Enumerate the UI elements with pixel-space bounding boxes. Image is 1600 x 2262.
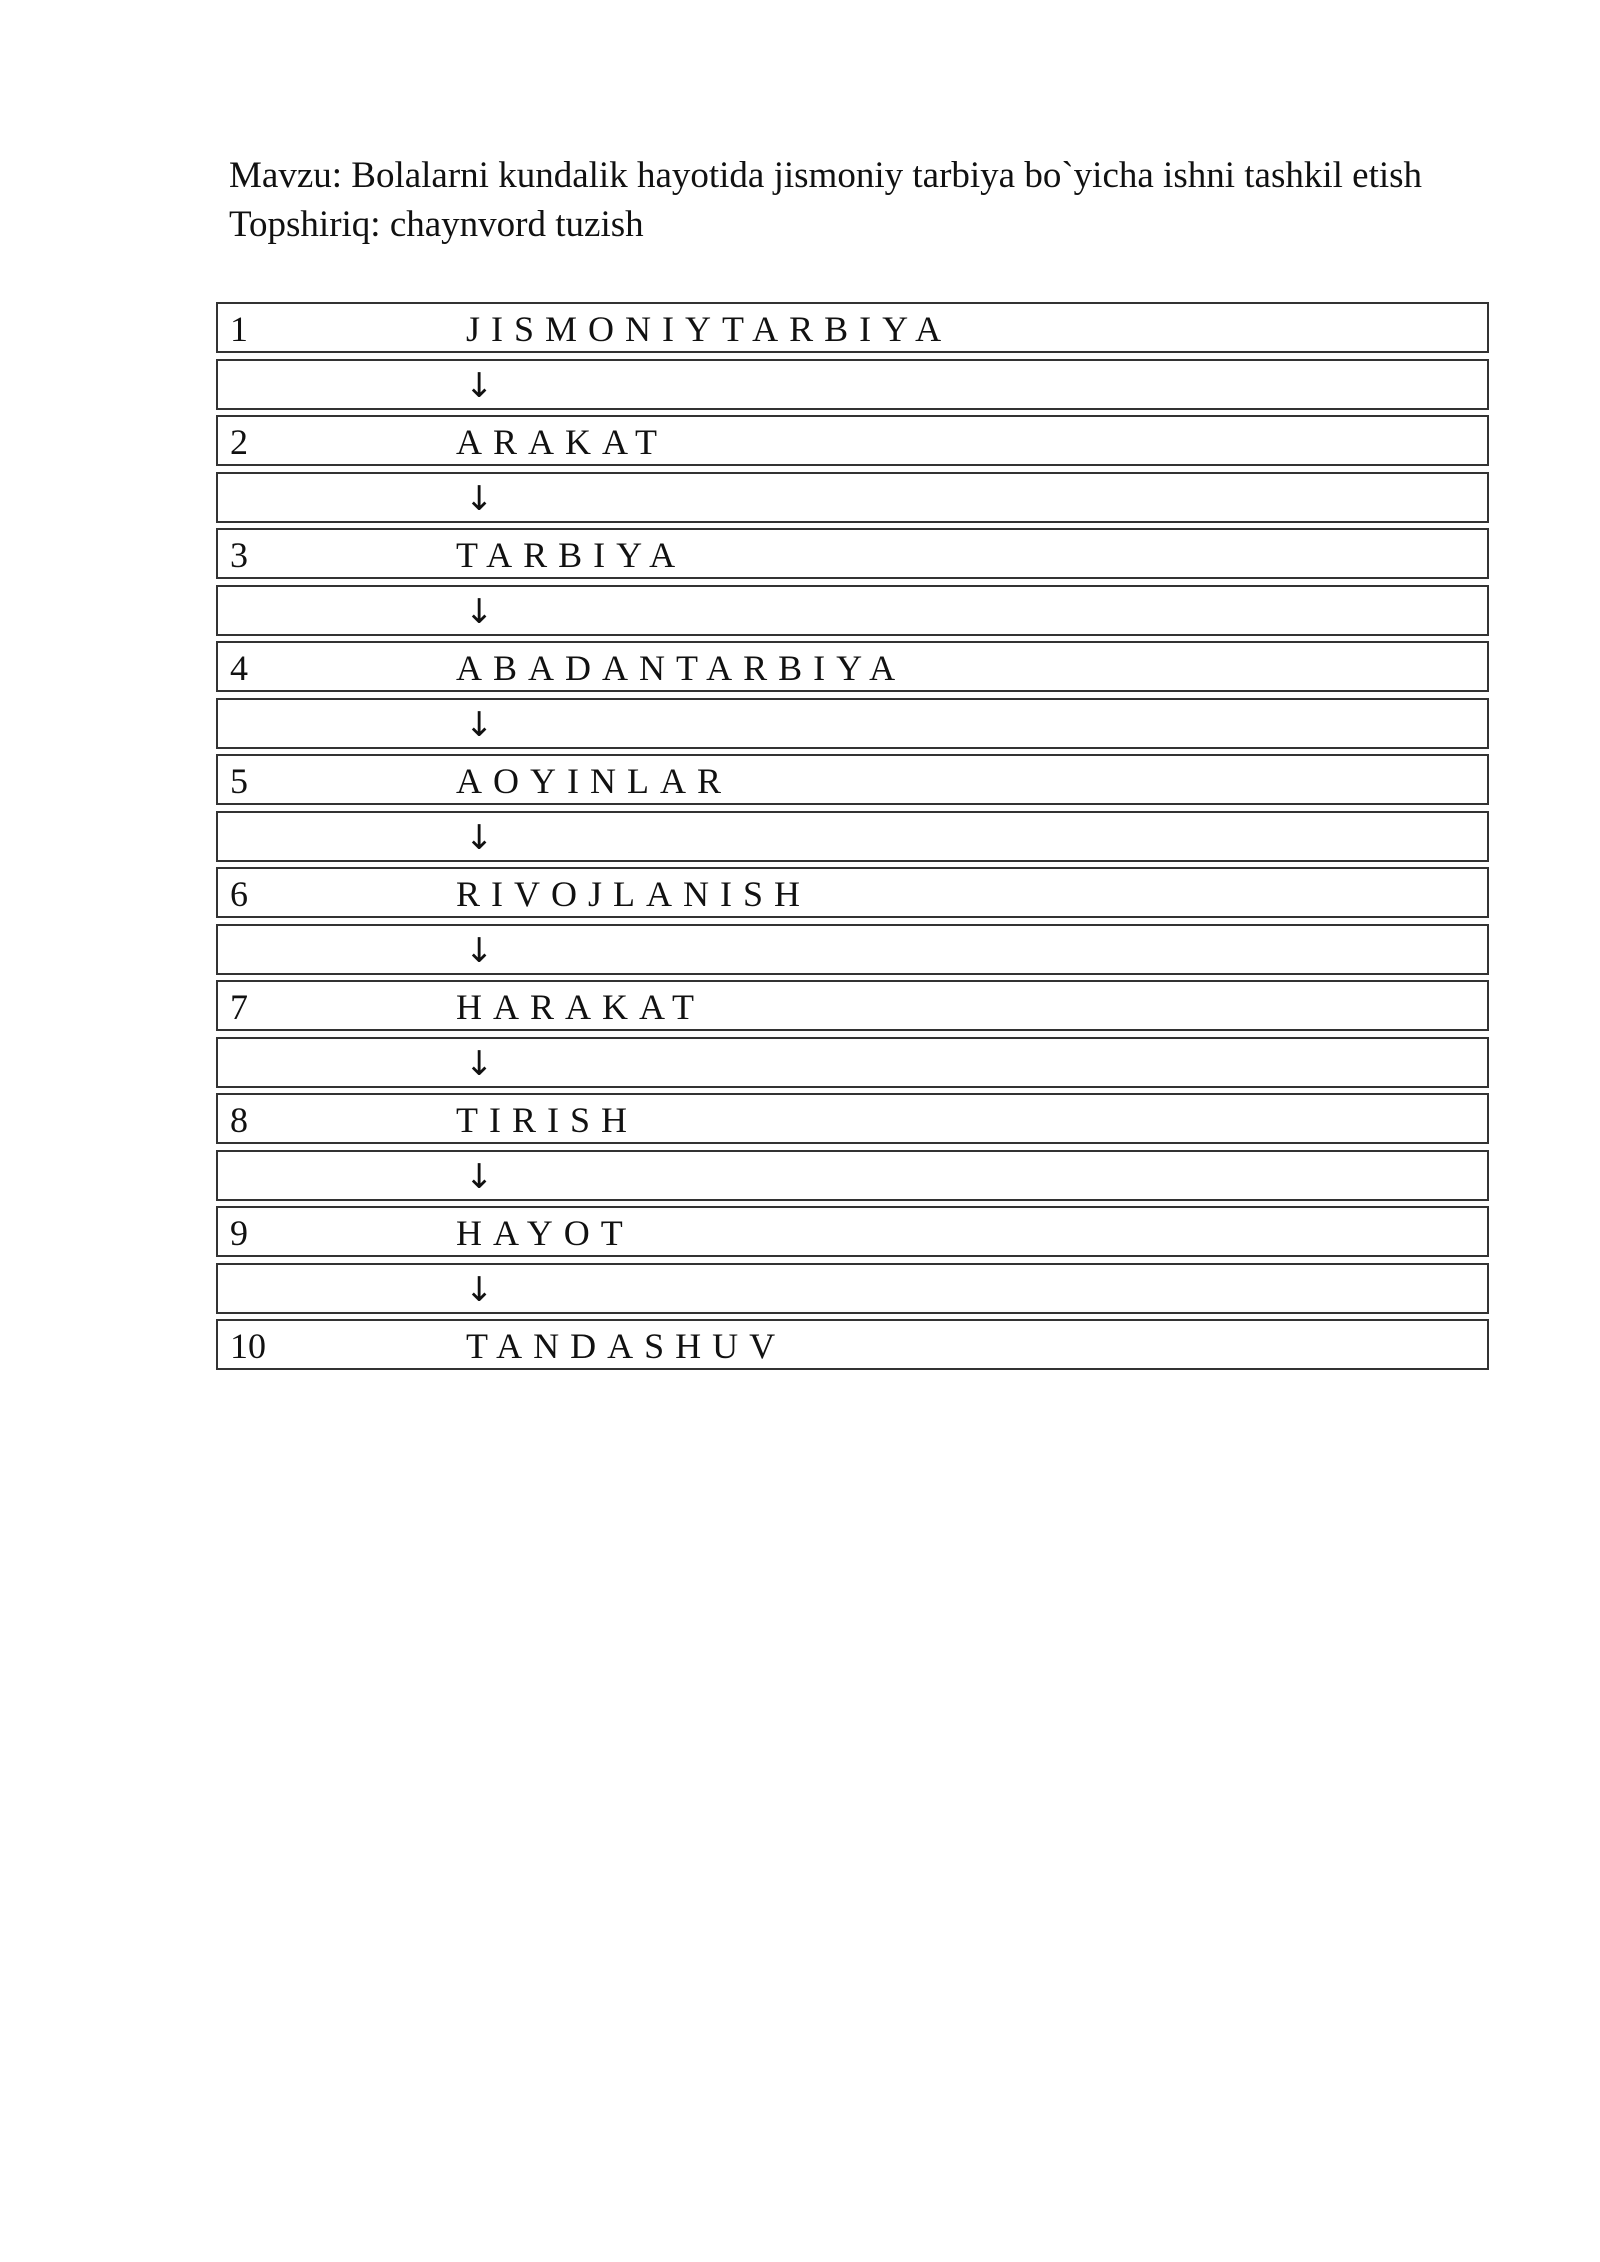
down-arrow-icon: ↓ xyxy=(465,591,494,632)
word-row xyxy=(216,1206,1489,1257)
arrow-row xyxy=(216,472,1489,523)
arrow-row xyxy=(216,1150,1489,1201)
row-number: 5 xyxy=(230,761,248,801)
down-arrow-icon: ↓ xyxy=(465,704,494,745)
arrow-row xyxy=(216,811,1489,862)
row-number: 10 xyxy=(230,1326,266,1366)
down-arrow-icon: ↓ xyxy=(465,365,494,406)
row-number: 6 xyxy=(230,874,248,914)
arrow-row xyxy=(216,1263,1489,1314)
word-row xyxy=(216,867,1489,918)
down-arrow-icon: ↓ xyxy=(465,478,494,519)
arrow-row xyxy=(216,698,1489,749)
row-number: 3 xyxy=(230,535,248,575)
chain-word: RIVOJLANISH xyxy=(456,874,811,914)
down-arrow-icon: ↓ xyxy=(465,817,494,858)
row-number: 9 xyxy=(230,1213,248,1253)
word-row xyxy=(216,302,1489,353)
down-arrow-icon: ↓ xyxy=(465,1156,494,1197)
topic-heading: Mavzu: Bolalarni kundalik hayotida jismoniy tarbiya bo`yicha ishni tashkil etish xyxy=(229,155,1423,196)
chain-word: HAYOT xyxy=(456,1213,634,1253)
task-heading: Topshiriq: chaynvord tuzish xyxy=(229,204,644,245)
row-number: 4 xyxy=(230,648,248,688)
arrow-row xyxy=(216,585,1489,636)
word-row xyxy=(216,1093,1489,1144)
row-number: 8 xyxy=(230,1100,248,1140)
word-row xyxy=(216,754,1489,805)
row-number: 2 xyxy=(230,422,248,462)
down-arrow-icon: ↓ xyxy=(465,1043,494,1084)
chain-word: JISMONIYTARBIYA xyxy=(466,309,953,349)
row-number: 1 xyxy=(230,309,248,349)
word-row xyxy=(216,980,1489,1031)
down-arrow-icon: ↓ xyxy=(465,930,494,971)
down-arrow-icon: ↓ xyxy=(465,1269,494,1310)
word-row xyxy=(216,641,1489,692)
chain-word: AOYINLAR xyxy=(456,761,732,801)
chain-word: ABADANTARBIYA xyxy=(456,648,907,688)
word-row xyxy=(216,415,1489,466)
chain-word: HARAKAT xyxy=(456,987,706,1027)
chain-word: TIRISH xyxy=(456,1100,638,1140)
chain-word: TARBIYA xyxy=(456,535,687,575)
chainword-table xyxy=(216,302,1489,1376)
word-row xyxy=(216,528,1489,579)
chain-word: TANDASHUV xyxy=(466,1326,787,1366)
arrow-row xyxy=(216,359,1489,410)
chain-word: ARAKAT xyxy=(456,422,669,462)
word-row xyxy=(216,1319,1489,1370)
row-number: 7 xyxy=(230,987,248,1027)
arrow-row xyxy=(216,924,1489,975)
arrow-row xyxy=(216,1037,1489,1088)
